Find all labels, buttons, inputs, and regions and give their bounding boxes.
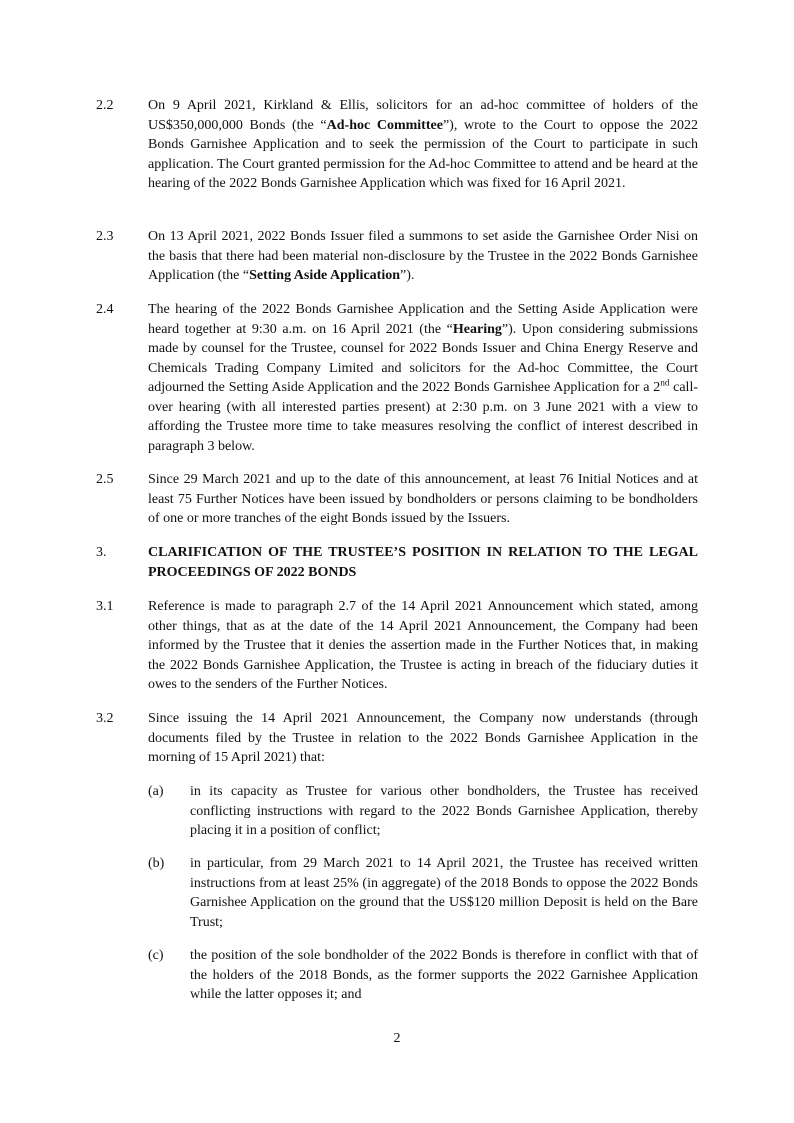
text-run: The hearing of the 2022 Bonds Garnishee Application and the Setting Aside Application were heard together at 9:30 a.m. on 16 April 2021 (the “ <box>148 302 698 337</box>
subparagraph-a <box>148 782 698 841</box>
section-heading-3 <box>96 543 698 582</box>
paragraph-number: 3.2 <box>96 711 114 726</box>
subparagraph-c <box>148 946 698 1005</box>
page-number: 2 <box>393 1031 401 1046</box>
paragraph-text <box>148 96 698 194</box>
subparagraph-text: in particular, from 29 March 2021 to 14 April 2021, the Trustee has received written instructions from at least 25% (in aggregate) of the 2018 Bonds to oppose the 2022 Bonds Garnishee Application on the ground that the US$120 million Deposit is held on the Bare Trust; <box>190 856 698 930</box>
subparagraph-text: the position of the sole bondholder of the 2022 Bonds is therefore in conflict with that of the holders of the 2018 Bonds, as the former supports the 2022 Garnishee Application while the latter opposes it; and <box>190 948 698 1002</box>
text-run: On 13 April 2021, 2022 Bonds Issuer filed a summons to set aside the Garnishee Order Nisi on the basis that there had been material non-disclosure by the Trustee in the 2022 Bonds Garnishee Application (the “ <box>148 229 698 283</box>
paragraph-2-3 <box>96 227 698 286</box>
paragraph-text: Since 29 March 2021 and up to the date of this announcement, at least 76 Initial Notices and at least 75 Further Notices have been issued by bondholders or persons claiming to be bondholders of one or more tranches of the eight Bonds issued by the Issuers. <box>148 472 698 526</box>
paragraph-number: 3.1 <box>96 599 114 614</box>
text-run: On 9 April 2021, Kirkland & Ellis, solicitors for an ad-hoc committee of holders of the US$350,000,000 Bonds (the “ <box>148 98 698 133</box>
text-run: call-over hearing (with all interested parties present) at 2:30 p.m. on 3 June 2021 with a view to affording the Trustee more time to take measures resolving the conflict of interest described in paragraph 3 below. <box>148 380 698 454</box>
defined-term: Hearing <box>452 321 502 337</box>
paragraph-text <box>148 300 698 456</box>
defined-term: Ad-hoc Committee <box>326 117 443 133</box>
text-run: ”), wrote to the Court to oppose the 2022 Bonds Garnishee Application and to seek the permission of the Court to participate in such application. The Court granted permission for the Ad-hoc Committee to attend and be heard at the hearing of the 2022 Bonds Garnishee Application which was fixed for 16 April 2021. <box>148 117 698 191</box>
paragraph-number: 2.4 <box>96 302 114 317</box>
text-run: ”). <box>400 268 415 283</box>
section-number: 3. <box>96 545 107 560</box>
paragraph-3-2 <box>96 709 698 768</box>
section-title: CLARIFICATION OF THE TRUSTEE’S POSITION IN RELATION TO THE LEGAL PROCEEDINGS OF 2022 BONDS <box>148 545 698 580</box>
subparagraph-label: (a) <box>148 784 164 799</box>
paragraph-text <box>148 227 698 286</box>
ordinal-superscript: nd <box>660 377 670 388</box>
paragraph-2-5 <box>96 470 698 529</box>
text-run: ”). Upon considering submissions made by counsel for the Trustee, counsel for 2022 Bonds Issuer and China Energy Reserve and Chemicals Trading Company Limited and solicitors for the Ad-hoc Committee, the Court adjourned the Setting Aside Application and the 2022 Bonds Garnishee Application for a 2 <box>148 321 698 395</box>
defined-term: Setting Aside Application <box>249 268 400 283</box>
subparagraph-b <box>148 854 698 932</box>
paragraph-text: Since issuing the 14 April 2021 Announcement, the Company now understands (through documents filed by the Trustee in relation to the 2022 Bonds Garnishee Application in the morning of 15 April 2021) that: <box>148 711 698 765</box>
subparagraph-label: (c) <box>148 948 164 963</box>
subparagraph-text: in its capacity as Trustee for various other bondholders, the Trustee has received conflicting instructions with regard to the 2022 Bonds Garnishee Application, thereby placing it in a position of conflict; <box>190 784 698 838</box>
paragraph-number: 2.5 <box>96 472 114 487</box>
subparagraph-label: (b) <box>148 856 165 871</box>
paragraph-number: 2.2 <box>96 98 114 113</box>
paragraph-text: Reference is made to paragraph 2.7 of the 14 April 2021 Announcement which stated, among other things, that as at the date of the 14 April 2021 Announcement, the Company had been informed by the Trustee that it denies the assertion made in the Further Notices that, in making the 2022 Bonds Garnishee Application, the Trustee is acting in breach of the fiduciary duties it owes to the senders of the Further Notices. <box>148 599 698 692</box>
paragraph-3-1 <box>96 597 698 695</box>
paragraph-2-2 <box>96 96 698 194</box>
paragraph-number: 2.3 <box>96 229 114 244</box>
paragraph-2-4 <box>96 300 698 456</box>
